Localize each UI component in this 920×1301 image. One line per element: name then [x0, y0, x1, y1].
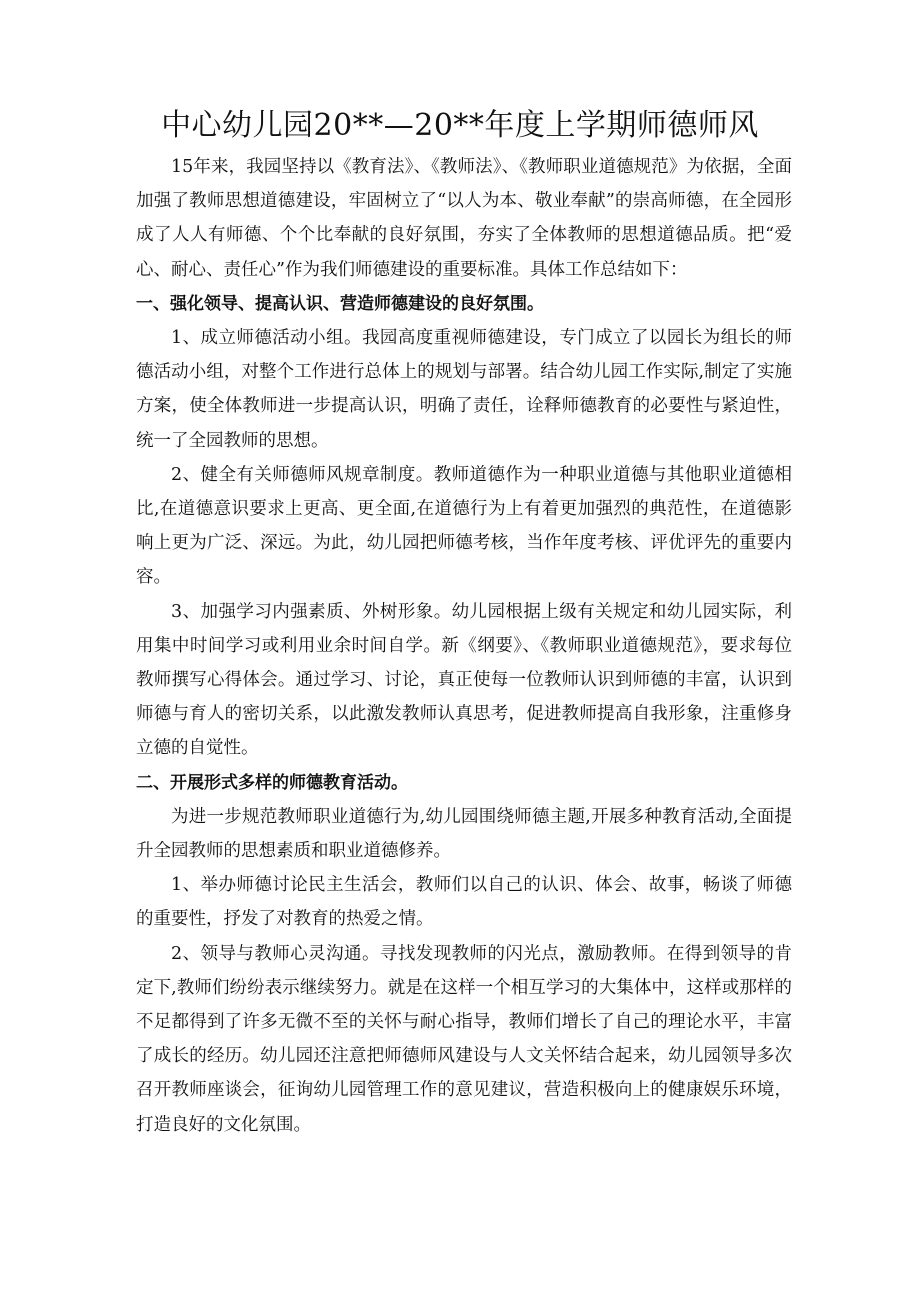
section-1-item-3: 3、加强学习内强素质、外树形象。幼儿园根据上级有关规定和幼儿园实际，利用集中时间学习或利用业余时间自学。新《纲要》、《教师职业道德规范》，要求每位教师撰写心得体会。通过学习、讨论，真正使每一位教师认识到师德的丰富，认识到师德与育人的密切关系，以此激发教师认真思考，促进教师提高自我形象，注重修身立德的自觉性。	[136, 601, 792, 759]
section-2-intro: 为进一步规范教师职业道德行为,幼儿园围绕师德主题,开展多种教育活动,全面提升全园教师的思想素质和职业道德修养。	[136, 806, 792, 862]
section-2-heading: 二、开展形式多样的师德教育活动。	[136, 772, 408, 793]
section-2-item-1: 1、举办师德讨论民主生活会，教师们以自己的认识、体会、故事，畅谈了师德的重要性，抒发了对教育的热爱之情。	[136, 875, 792, 930]
document-title: 中心幼儿园20**—20**年度上学期师德师风	[161, 108, 759, 143]
section-1-heading: 一、强化领导、提高认识、营造师德建设的良好氛围。	[136, 293, 544, 314]
intro-paragraph: 15年来，我园坚持以《教育法》、《教师法》、《教师职业道德规范》为依据，全面加强了教师思想道德建设，牢固树立了“以人为本、敬业奉献”的崇高师德，在全园形成了人人有师德、个个比奉献的良好氛围，夯实了全体教师的思想道德品质。把“爱心、耐心、责任心”作为我们师德建设的重要标准。具体工作总结如下：	[136, 157, 792, 280]
section-2-item-2: 2、领导与教师心灵沟通。寻找发现教师的闪光点，激励教师。在得到领导的肯定下,教师们纷纷表示继续努力。就是在这样一个相互学习的大集体中，这样或那样的不足都得到了许多无微不至的关怀与耐心指导，教师们增长了自己的理论水平，丰富了成长的经历。幼儿园还注意把师德师风建设与人文关怀结合起来，幼儿园领导多次召开教师座谈会，征询幼儿园管理工作的意见建议，营造积极向上的健康娱乐环境，打造良好的文化氛围。	[136, 943, 792, 1135]
section-1-item-1: 1、成立师德活动小组。我园高度重视师德建设，专门成立了以园长为组长的师德活动小组，对整个工作进行总体上的规划与部署。结合幼儿园工作实际,制定了实施方案，使全体教师进一步提高认识，明确了责任，诠释师德教育的必要性与紧迫性，统一了全园教师的思想。	[136, 328, 792, 451]
section-1-item-2: 2、健全有关师德师风规章制度。教师道德作为一种职业道德与其他职业道德相比,在道德意识要求上更高、更全面,在道德行为上有着更加强烈的典范性，在道德影响上更为广泛、深远。为此，幼儿园把师德考核，当作年度考核、评优评先的重要内容。	[136, 464, 792, 588]
document-body	[136, 150, 792, 1142]
